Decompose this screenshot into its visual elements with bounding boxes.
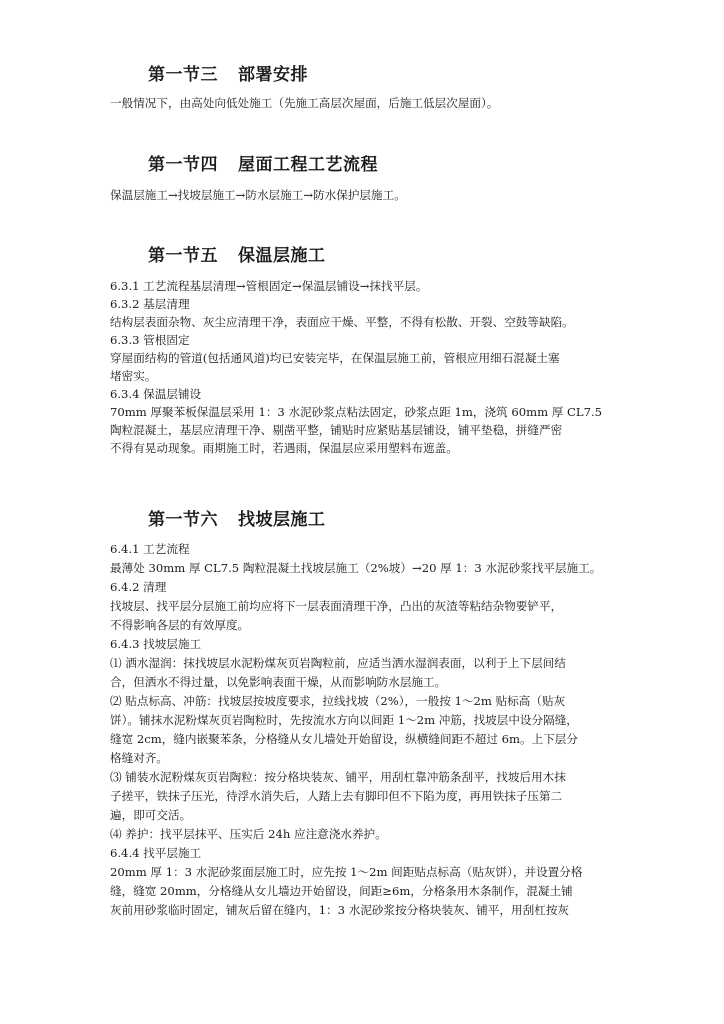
section-number: 第一节三 xyxy=(148,65,218,85)
subsection-heading: 6.3.3 管根固定 xyxy=(110,333,190,347)
section-heading xyxy=(148,60,308,85)
paragraph-line: 遍，即可交活。 xyxy=(110,808,192,822)
paragraph-line: 陶粒混凝土，基层应清理干净、剔凿平整，铺贴时应紧贴基层铺设，铺平垫稳，拼缝严密 xyxy=(110,423,563,437)
subsection-heading: 6.4.4 找平层施工 xyxy=(110,846,202,860)
paragraph-line: 穿屋面结构的管道(包括通风道)均已安装完毕，在保温层施工前，管根应用细石混凝土塞 xyxy=(110,351,560,365)
subsection-heading: 6.3.4 保温层铺设 xyxy=(110,387,202,401)
section-title: 保温层施工 xyxy=(238,246,326,266)
section-number: 第一节四 xyxy=(148,155,218,175)
paragraph-line: 堵密实。 xyxy=(110,369,157,383)
paragraph-line: 子搓平，铁抹子压光，待浮水消失后，人踏上去有脚印但不下陷为度，再用铁抹子压第二 xyxy=(110,789,563,803)
section-title: 屋面工程工艺流程 xyxy=(238,155,378,175)
paragraph-line: 结构层表面杂物、灰尘应清理干净，表面应干燥、平整，不得有松散、开裂、空鼓等缺陷。 xyxy=(110,315,574,329)
paragraph-line: 合，但洒水不得过量，以免影响表面干燥，从而影响防水层施工。 xyxy=(110,675,447,689)
paragraph-line: 找坡层、找平层分层施工前均应将下一层表面清理干净，凸出的灰渣等粘结杂物要铲平， xyxy=(110,599,563,613)
paragraph-line: 缝，缝宽 20mm，分格缝从女儿墙边开始留设，间距≥6m，分格条用木条制作，混凝土铺 xyxy=(110,884,573,898)
paragraph-line: 格缝对齐。 xyxy=(110,751,168,765)
paragraph-line: 缝宽 2cm，缝内嵌聚苯条，分格缝从女儿墙处开始留设，纵横缝间距不超过 6m。上下层分 xyxy=(110,732,578,746)
paragraph-line: ⑴ 洒水湿润：抹找坡层水泥粉煤灰页岩陶粒前，应适当洒水湿润表面，以利于上下层间结 xyxy=(110,656,566,670)
paragraph-line: 灰前用砂浆临时固定，铺灰后留在缝内，1：3 水泥砂浆按分格块装灰、铺平，用刮杠按灰 xyxy=(110,903,570,917)
section-heading xyxy=(148,241,326,266)
section-title: 找坡层施工 xyxy=(238,510,326,530)
subsection-heading: 6.3.2 基层清理 xyxy=(110,297,190,311)
paragraph-line: 不得有晃动现象。雨期施工时，若遇雨，保温层应采用塑料布遮盖。 xyxy=(110,441,458,455)
paragraph-line: ⑶ 铺装水泥粉煤灰页岩陶粒：按分格块装灰、铺平，用刮杠靠冲筋条刮平，找坡后用木抹 xyxy=(110,770,566,784)
paragraph-line: ⑵ 贴点标高、冲筋：找坡层按坡度要求，拉线找坡（2%），一般按 1～2m 贴标高（贴灰 xyxy=(110,694,566,708)
paragraph-line: 6.3.1 工艺流程基层清理→管根固定→保温层铺设→抹找平层。 xyxy=(110,279,428,293)
paragraph-line: 最薄处 30mm 厚 CL7.5 陶粒混凝土找坡层施工（2%坡）→20 厚 1：3 水泥砂浆找平层施工。 xyxy=(110,561,602,575)
subsection-heading: 6.4.2 清理 xyxy=(110,580,167,594)
section-heading xyxy=(148,505,326,530)
paragraph-line: 20mm 厚 1：3 水泥砂浆面层施工时，应先按 1～2m 间距贴点标高（贴灰饼），并设置分格 xyxy=(110,865,583,879)
paragraph-line: ⑷ 养护：找平层抹平、压实后 24h 应注意浇水养护。 xyxy=(110,827,387,841)
subsection-heading: 6.4.3 找坡层施工 xyxy=(110,637,202,651)
subsection-heading: 6.4.1 工艺流程 xyxy=(110,542,190,556)
paragraph-line: 不得影响各层的有效厚度。 xyxy=(110,618,250,632)
paragraph-line: 一般情况下，由高处向低处施工（先施工高层次屋面，后施工低层次屋面）。 xyxy=(110,96,499,110)
section-title: 部署安排 xyxy=(238,65,308,85)
paragraph-line: 70mm 厚聚苯板保温层采用 1：3 水泥砂浆点粘法固定，砂浆点距 1m，浇筑 60mm 厚 CL7.5 xyxy=(110,405,603,419)
section-number: 第一节五 xyxy=(148,246,218,266)
paragraph-line: 保温层施工→找坡层施工→防水层施工→防水保护层施工。 xyxy=(110,188,406,202)
section-heading xyxy=(148,150,378,175)
paragraph-line: 饼）。铺抹水泥粉煤灰页岩陶粒时，先按流水方向以间距 1～2m 冲筋，找坡层中设分隔缝， xyxy=(110,713,578,727)
section-number: 第一节六 xyxy=(148,510,218,530)
